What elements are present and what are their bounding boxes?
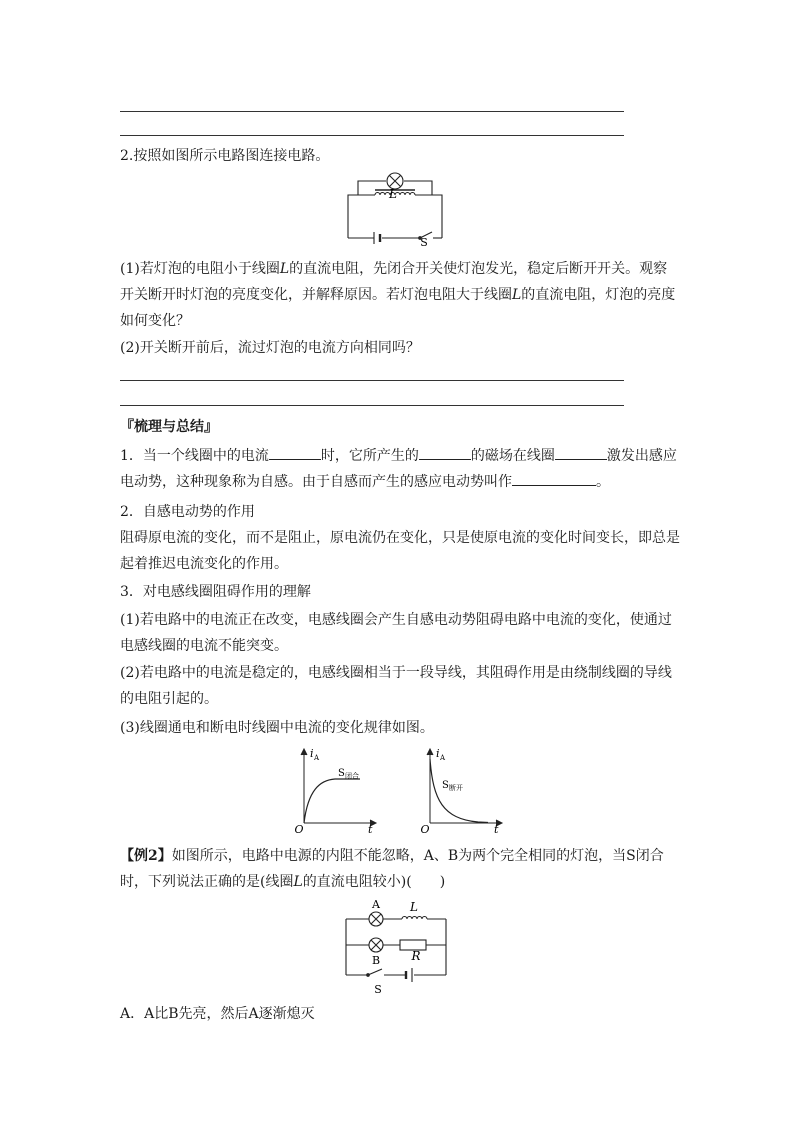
svg-text:O: O	[294, 823, 304, 836]
current-graph-closing	[290, 745, 390, 837]
svg-text:S: S	[338, 768, 345, 779]
svg-text:t: t	[494, 823, 499, 836]
resistor-label: R	[411, 949, 421, 963]
coil-label: L	[410, 900, 418, 914]
svg-text:A: A	[314, 754, 320, 762]
svg-text:i: i	[436, 747, 440, 760]
fill-blank[interactable]	[555, 445, 607, 460]
switch-label: S	[374, 983, 382, 996]
svg-text:i: i	[310, 747, 314, 760]
summary-item-2-body: 阻碍原电流的变化，而不是阻止，原电流仍在变化，只是使原电流的变化时间变长，即总是起着推迟电流变化的作用。	[120, 530, 680, 572]
switch-label: S	[420, 236, 428, 249]
summary-heading: 『梳理与总结』	[120, 419, 218, 435]
question-2-title: 2.按照如图所示电路图连接电路。	[120, 148, 330, 164]
svg-text:t: t	[368, 823, 373, 836]
summary-item-3-2: (2)若电路中的电流是稳定的，电感线圈相当于一段导线，其阻碍作用是由绕制线圈的导线的电阻引起的。	[120, 665, 672, 707]
answer-line	[120, 135, 624, 136]
answer-line	[120, 405, 624, 406]
summary-item-2-title: 2．自感电动势的作用	[120, 504, 255, 520]
example-2-stem: 【例2】如图所示，电路中电源的内阻不能忽略，A、B为两个完全相同的灯泡，当S闭合时，下列说法正确的是(线圈L的直流电阻较小)( )	[120, 848, 664, 890]
summary-item-3-title: 3．对电感线圈阻碍作用的理解	[120, 584, 311, 600]
answer-line	[120, 380, 624, 381]
coil-label: L	[389, 187, 397, 201]
answer-line	[120, 111, 624, 112]
svg-text:A: A	[440, 754, 446, 762]
fill-blank[interactable]	[269, 445, 321, 460]
summary-item-3-3: (3)线圈通电和断电时线圈中电流的变化规律如图。	[120, 720, 434, 736]
coil-icon	[402, 917, 427, 920]
circuit-diagram-lamp-coil	[340, 170, 450, 249]
summary-item-1: 1．当一个线圈中的电流 时，它所产生的 的磁场在线圈 激发出感应电动势，这种现象称为自感。由于自感而产生的感应电动势叫作 。	[120, 443, 680, 495]
svg-text:S: S	[442, 780, 449, 791]
summary-item-3-1: (1)若电路中的电流正在改变，电感线圈会产生自感电动势阻碍电路中电流的变化，使通过电感线圈的电流不能突变。	[120, 612, 672, 654]
current-curve	[304, 779, 360, 823]
fill-blank[interactable]	[512, 471, 596, 486]
question-2-part-2: (2)开关断开前后，流过灯泡的电流方向相同吗？	[120, 340, 420, 356]
fill-blank[interactable]	[419, 445, 471, 460]
switch-icon	[346, 969, 382, 975]
option-a[interactable]: A．A比B先亮，然后A逐渐熄灭	[120, 1006, 315, 1022]
circuit-diagram-example-2	[340, 895, 452, 995]
current-graph-opening	[418, 745, 518, 837]
lamp-b-label: B	[371, 954, 381, 967]
question-2-part-1: (1)若灯泡的电阻小于线圈L的直流电阻，先闭合开关使灯泡发光，稳定后断开开关。观察开关断开时灯泡的亮度变化，并解释原因。若灯泡电阻大于线圈L的直流电阻，灯泡的亮度如何变化？	[120, 261, 676, 329]
lamp-a-label: A	[372, 898, 380, 911]
svg-text:闭合: 闭合	[345, 772, 359, 780]
svg-text:断开: 断开	[449, 784, 463, 792]
example-tag: 【例2】	[120, 848, 172, 864]
svg-text:O: O	[420, 823, 430, 836]
